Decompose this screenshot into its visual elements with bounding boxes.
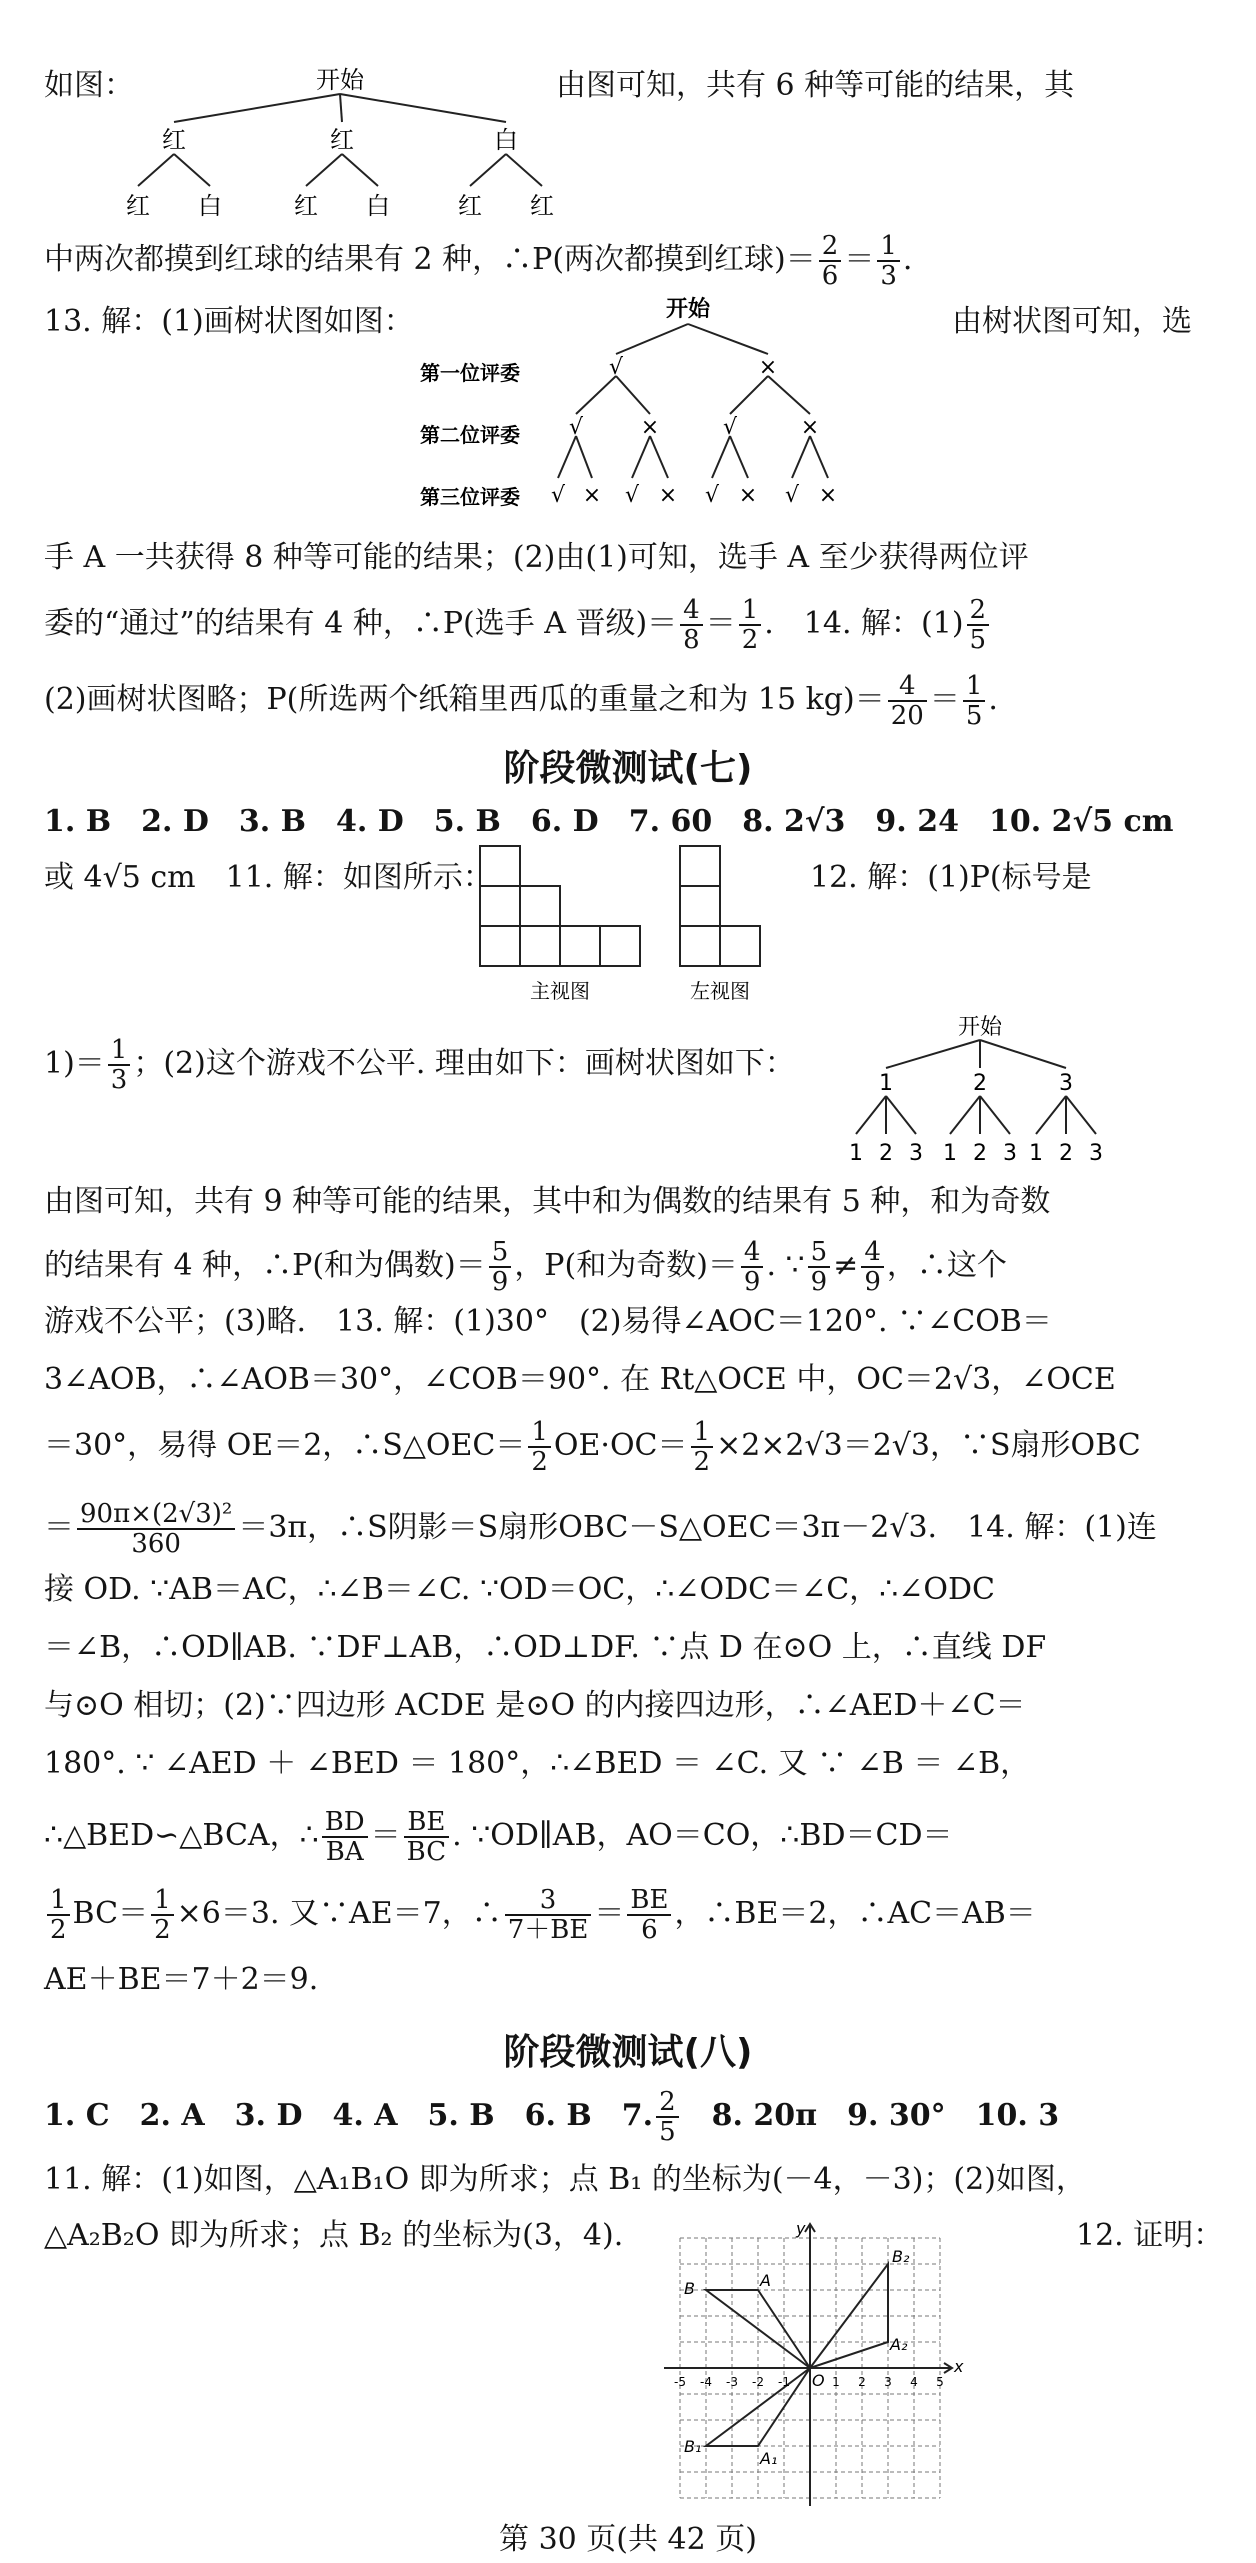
tree-leaf: 2 bbox=[1059, 1141, 1073, 1166]
text-segment: 11. 解：(1)如图，△A₁B₁O 即为所求；点 B₁ 的坐标为(－4，－3)；(2)如图， bbox=[44, 2162, 1086, 2197]
tick-label: -4 bbox=[700, 2375, 712, 2389]
text-segment: 或 4√5 cm 11. 解：如图所示： bbox=[44, 860, 493, 895]
tree-leaf: × bbox=[658, 483, 678, 508]
tree-node: × bbox=[758, 355, 778, 380]
text-segment: 180°. ∵ ∠AED ＋ ∠BED ＝ 180°，∴∠BED ＝ ∠C. 又 ∵ ∠B ＝ ∠B， bbox=[44, 1746, 1031, 1781]
fraction bbox=[489, 1238, 512, 1296]
numerator: 4 bbox=[888, 672, 927, 702]
numerator: 5 bbox=[808, 1238, 831, 1268]
tree-leaf: 1 bbox=[943, 1141, 957, 1166]
text-segment: 由图可知，共有 6 种等可能的结果，其 bbox=[556, 68, 1075, 103]
fraction bbox=[627, 1886, 671, 1944]
point-label: A₁ bbox=[760, 2449, 778, 2468]
tick-label: 2 bbox=[858, 2375, 866, 2389]
denominator: 6 bbox=[821, 261, 839, 291]
text-segment: ，P(和为奇数)＝ bbox=[514, 1248, 738, 1283]
tree-leaf: 3 bbox=[1003, 1141, 1017, 1166]
text-line bbox=[556, 64, 1216, 108]
text-segment: ＝ bbox=[594, 1896, 625, 1931]
numerator: 1 bbox=[47, 1886, 70, 1916]
text-line bbox=[952, 300, 1216, 344]
text-segment: AE＋BE＝7＋2＝9. bbox=[44, 1962, 319, 1997]
tick-label: -2 bbox=[752, 2375, 764, 2389]
tree-node: 白 bbox=[494, 126, 518, 154]
text-segment: ＝ bbox=[844, 242, 875, 277]
text-line bbox=[44, 1238, 1216, 1296]
text-line bbox=[44, 1958, 1216, 2002]
text-segment: 如图： bbox=[44, 68, 134, 103]
denominator: 8 bbox=[683, 625, 700, 655]
text-segment: ×6＝3. 又∵AE＝7，∴ bbox=[176, 1896, 502, 1931]
coordinate-grid-figure bbox=[660, 2218, 964, 2508]
text-line bbox=[44, 536, 1216, 580]
origin-label: O bbox=[812, 2371, 825, 2390]
text-segment: OE·OC＝ bbox=[553, 1428, 688, 1463]
numerator: 4 bbox=[741, 1238, 764, 1268]
tick-label: 3 bbox=[884, 2375, 892, 2389]
text-line bbox=[44, 1418, 1216, 1476]
main-view-label: 主视图 bbox=[530, 979, 590, 1003]
left-view-label: 左视图 bbox=[690, 979, 750, 1003]
text-segment: 中两次都摸到红球的结果有 2 种，∴P(两次都摸到红球)＝ bbox=[44, 242, 816, 277]
tree-diagram-2 bbox=[420, 292, 920, 524]
tree-node: √ bbox=[722, 415, 738, 440]
denominator: BA bbox=[325, 1837, 364, 1867]
text-segment: ＝ bbox=[929, 682, 960, 717]
tree-leaf: 白 bbox=[366, 192, 390, 220]
page-footer: 第 30 页(共 42 页) bbox=[499, 2522, 757, 2557]
text-segment: . bbox=[902, 242, 913, 277]
text-segment: 12. 证明： bbox=[1076, 2218, 1224, 2253]
x-axis-label: x bbox=[954, 2357, 964, 2376]
numerator: 3 bbox=[505, 1886, 592, 1916]
answer-list: 1. C 2. A 3. D 4. A 5. B 6. B 7. bbox=[44, 2098, 654, 2133]
fraction bbox=[505, 1886, 592, 1944]
tree-level-label: 第一位评委 bbox=[420, 361, 520, 385]
text-segment: ＝ bbox=[370, 1818, 401, 1853]
numerator: BD bbox=[322, 1808, 368, 1838]
denominator: 3 bbox=[880, 261, 897, 291]
text-segment: . 14. 解：(1) bbox=[764, 606, 964, 641]
point-label: B₂ bbox=[892, 2247, 910, 2266]
fraction bbox=[808, 1238, 831, 1296]
text-segment: ∴△BED∽△BCA，∴ bbox=[44, 1818, 319, 1853]
y-axis-label: y bbox=[796, 2219, 806, 2238]
numerator: 2 bbox=[656, 2088, 679, 2118]
text-segment: 委的“通过”的结果有 4 种，∴P(选手 A 晋级)＝ bbox=[44, 606, 678, 641]
text-segment: ＝30°，易得 OE＝2，∴S△OEC＝ bbox=[44, 1428, 526, 1463]
denominator: 5 bbox=[659, 2117, 676, 2147]
fraction bbox=[861, 1238, 884, 1296]
tree-leaf: 1 bbox=[849, 1141, 863, 1166]
numerator: 1 bbox=[739, 596, 762, 626]
fraction bbox=[819, 232, 842, 290]
denominator: 6 bbox=[641, 1915, 658, 1945]
tree-leaf: 红 bbox=[294, 192, 318, 220]
tick-label: -3 bbox=[726, 2375, 738, 2389]
text-segment: △A₂B₂O 即为所求；点 B₂ 的坐标为(3，4). bbox=[44, 2218, 624, 2253]
denominator: 2 bbox=[741, 625, 759, 655]
tree-node: 红 bbox=[330, 126, 354, 154]
tree-node: 2 bbox=[973, 1071, 987, 1096]
text-segment: BC＝ bbox=[72, 1896, 149, 1931]
fraction bbox=[741, 1238, 764, 1296]
denominator: BC bbox=[406, 1837, 447, 1867]
tree-root: 开始 bbox=[316, 66, 364, 94]
text-line bbox=[44, 1684, 1216, 1728]
tree-leaf: × bbox=[818, 483, 838, 508]
numerator: 4 bbox=[861, 1238, 884, 1268]
tick-label: 4 bbox=[910, 2375, 918, 2389]
fraction bbox=[151, 1886, 174, 1944]
numerator: 2 bbox=[819, 232, 842, 262]
tree-leaf: √ bbox=[550, 483, 566, 508]
text-line bbox=[44, 1300, 1216, 1344]
text-segment: 3∠AOB，∴∠AOB＝30°，∠COB＝90°. 在 Rt△OCE 中，OC＝2√3，∠OCE bbox=[44, 1362, 1116, 1397]
fraction bbox=[967, 596, 990, 654]
text-segment: 1)＝ bbox=[44, 1046, 105, 1081]
fraction bbox=[680, 596, 703, 654]
text-line bbox=[44, 232, 1216, 290]
text-segment: ≠ bbox=[833, 1248, 859, 1283]
text-segment: ＝ bbox=[44, 1510, 74, 1545]
tree-root: 开始 bbox=[957, 1015, 1003, 1040]
numerator: 1 bbox=[963, 672, 986, 702]
text-line bbox=[44, 1500, 1216, 1558]
denominator: 5 bbox=[965, 701, 983, 731]
fraction bbox=[877, 232, 900, 290]
denominator: 9 bbox=[491, 1267, 509, 1297]
text-segment: (2)画树状图略；P(所选两个纸箱里西瓜的重量之和为 15 kg)＝ bbox=[44, 682, 885, 717]
point-label: B₁ bbox=[684, 2437, 702, 2456]
tree-node: 3 bbox=[1059, 1071, 1073, 1096]
fraction bbox=[691, 1418, 714, 1476]
tree-leaf: 3 bbox=[1089, 1141, 1103, 1166]
three-views-figure bbox=[480, 846, 780, 1006]
tree-diagram-1 bbox=[110, 64, 570, 222]
text-segment: ×2×2√3＝2√3，∵S扇形OBC bbox=[716, 1428, 1141, 1463]
denominator: 2 bbox=[531, 1447, 548, 1477]
text-segment: ＝ bbox=[705, 606, 736, 641]
denominator: 3 bbox=[110, 1065, 128, 1095]
section-title: 阶段微测试(八) bbox=[503, 2032, 753, 2073]
point-label: B bbox=[684, 2279, 695, 2298]
text-line bbox=[44, 2214, 1216, 2258]
tick-label: -5 bbox=[674, 2375, 686, 2389]
text-line bbox=[44, 2158, 1216, 2202]
tree-leaf: 2 bbox=[879, 1141, 893, 1166]
text-segment: 接 OD. ∵AB＝AC，∴∠B＝∠C. ∵OD＝OC，∴∠ODC＝∠C，∴∠ODC bbox=[44, 1572, 995, 1607]
text-segment: ＝∠B，∴OD∥AB. ∵DF⊥AB，∴OD⊥DF. ∵点 D 在⊙O 上，∴直线 DF bbox=[44, 1630, 1047, 1665]
text-line bbox=[44, 1180, 1216, 1224]
section-title: 阶段微测试(七) bbox=[503, 748, 753, 789]
tree-level-label: 第三位评委 bbox=[420, 485, 520, 509]
fraction bbox=[404, 1808, 449, 1866]
denominator: 9 bbox=[810, 1267, 828, 1297]
numerator: 4 bbox=[680, 596, 703, 626]
numerator: 5 bbox=[489, 1238, 512, 1268]
tree-leaf: √ bbox=[704, 483, 720, 508]
tick-label: -1 bbox=[778, 2375, 790, 2389]
denominator: 9 bbox=[743, 1267, 761, 1297]
tree-node: × bbox=[800, 415, 820, 440]
fraction bbox=[528, 1418, 551, 1476]
denominator: 2 bbox=[154, 1915, 171, 1945]
text-line bbox=[44, 596, 1216, 654]
denominator: 20 bbox=[890, 701, 924, 731]
fraction bbox=[47, 1886, 70, 1944]
fraction bbox=[888, 672, 927, 730]
tree-level-label: 第二位评委 bbox=[420, 423, 520, 447]
tree-node: √ bbox=[608, 355, 624, 380]
text-segment: 由图可知，共有 9 种等可能的结果，其中和为偶数的结果有 5 种，和为奇数 bbox=[44, 1184, 1051, 1219]
text-line bbox=[44, 800, 1216, 844]
answer-list: 1. B 2. D 3. B 4. D 5. B 6. D 7. 60 8. 2√3 9. 24 10. 2√5 cm bbox=[44, 804, 1174, 839]
fraction bbox=[322, 1808, 368, 1866]
text-segment: . ∵ bbox=[766, 1248, 805, 1283]
tree-leaf: 3 bbox=[909, 1141, 923, 1166]
tree-root: 开始 bbox=[665, 297, 711, 322]
numerator: 2 bbox=[967, 596, 990, 626]
text-segment: ，∴这个 bbox=[886, 1248, 1007, 1283]
fraction bbox=[77, 1500, 235, 1558]
numerator: 90π×(2√3)² bbox=[77, 1500, 235, 1530]
numerator: 1 bbox=[528, 1418, 551, 1448]
tick-label: 5 bbox=[936, 2375, 944, 2389]
text-line bbox=[810, 856, 1216, 900]
numerator: 1 bbox=[691, 1418, 714, 1448]
numerator: 1 bbox=[877, 232, 900, 262]
text-line bbox=[44, 672, 1216, 730]
tree-leaf: √ bbox=[784, 483, 800, 508]
fraction bbox=[739, 596, 762, 654]
text-segment: . bbox=[988, 682, 998, 717]
point-label: A₂ bbox=[890, 2335, 908, 2354]
text-line bbox=[1076, 2214, 1224, 2258]
tree-leaf: × bbox=[738, 483, 758, 508]
text-segment: 手 A 一共获得 8 种等可能的结果；(2)由(1)可知，选手 A 至少获得两位评 bbox=[44, 540, 1029, 575]
tree-leaf: 白 bbox=[198, 192, 222, 220]
text-line bbox=[44, 1626, 1216, 1670]
answer-list: 8. 20π 9. 30° 10. 3 bbox=[681, 2098, 1060, 2133]
text-segment: ；(2)这个游戏不公平. 理由如下：画树状图如下： bbox=[133, 1046, 795, 1081]
tree-leaf: 1 bbox=[1029, 1141, 1043, 1166]
numerator: 1 bbox=[151, 1886, 174, 1916]
tree-node: × bbox=[640, 415, 660, 440]
fraction bbox=[656, 2088, 679, 2146]
text-segment: ，∴BE＝2，∴AC＝AB＝ bbox=[674, 1896, 1036, 1931]
tree-leaf: 2 bbox=[973, 1141, 987, 1166]
numerator: BE bbox=[627, 1886, 671, 1916]
tree-node: 红 bbox=[162, 126, 186, 154]
tree-leaf: 红 bbox=[458, 192, 482, 220]
denominator: 2 bbox=[693, 1447, 711, 1477]
text-segment: 的结果有 4 种，∴P(和为偶数)＝ bbox=[44, 1248, 486, 1283]
denominator: 5 bbox=[969, 625, 987, 655]
tree-node: √ bbox=[568, 415, 584, 440]
tree-diagram-3 bbox=[840, 1010, 1140, 1168]
numerator: BE bbox=[404, 1808, 449, 1838]
tree-leaf: 红 bbox=[530, 192, 554, 220]
text-line bbox=[44, 1886, 1216, 1944]
text-line bbox=[44, 1742, 1216, 1786]
denominator: 7＋BE bbox=[507, 1915, 589, 1945]
denominator: 2 bbox=[50, 1915, 67, 1945]
tree-leaf: √ bbox=[624, 483, 640, 508]
denominator: 9 bbox=[864, 1267, 881, 1297]
numerator: 1 bbox=[108, 1036, 131, 1066]
denominator: 360 bbox=[131, 1529, 181, 1559]
text-line bbox=[44, 1568, 1216, 1612]
text-line bbox=[44, 1808, 1216, 1866]
fraction bbox=[963, 672, 986, 730]
text-segment: 与⊙O 相切；(2)∵四边形 ACDE 是⊙O 的内接四边形，∴∠AED＋∠C＝ bbox=[44, 1688, 1026, 1723]
point-label: A bbox=[760, 2271, 771, 2290]
text-segment: 由树状图可知，选 bbox=[952, 304, 1192, 339]
tree-leaf: 红 bbox=[126, 192, 150, 220]
fraction bbox=[108, 1036, 131, 1094]
tree-leaf: × bbox=[582, 483, 602, 508]
text-segment: ＝3π，∴S阴影＝S扇形OBC－S△OEC＝3π－2√3. 14. 解：(1)连 bbox=[238, 1510, 1157, 1545]
text-segment: . ∵OD∥AB，AO＝CO，∴BD＝CD＝ bbox=[452, 1818, 953, 1853]
tick-label: 1 bbox=[832, 2375, 840, 2389]
text-line bbox=[44, 2088, 1216, 2146]
text-line bbox=[44, 1358, 1216, 1402]
tree-node: 1 bbox=[879, 1071, 893, 1096]
text-segment: 13. 解：(1)画树状图如图： bbox=[44, 304, 414, 339]
text-segment: 12. 解：(1)P(标号是 bbox=[810, 860, 1092, 895]
text-segment: 游戏不公平；(3)略. 13. 解：(1)30° (2)易得∠AOC＝120°. ∵∠COB＝ bbox=[44, 1304, 1052, 1339]
